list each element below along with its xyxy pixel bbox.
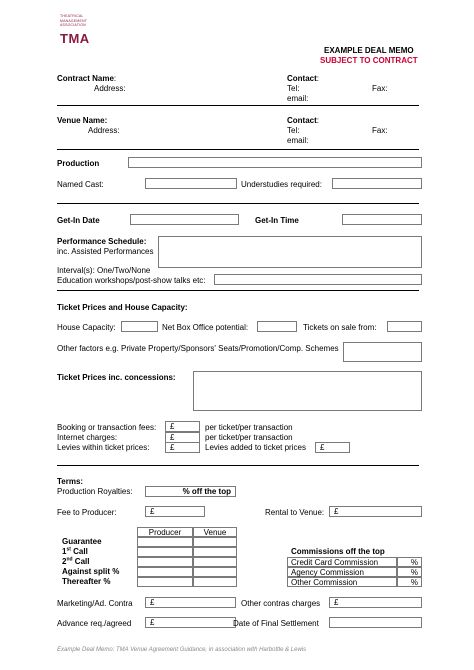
divider [57,290,419,291]
other-factors-field[interactable] [343,342,422,362]
contract-name-label: Contract Name: [57,74,117,83]
marketing-contra-field[interactable]: £ [145,597,236,608]
concessions-label: Ticket Prices inc. concessions: [57,373,176,382]
thereafter-venue-cell[interactable] [193,577,237,587]
marketing-contra-label: Marketing/Ad. Contra [57,599,133,608]
final-settlement-field[interactable] [329,617,422,628]
guarantee-venue-cell[interactable] [193,537,237,547]
call-1-label: 1st Call [62,546,88,556]
per-ticket-label-2: per ticket/per transaction [205,433,293,442]
levies-within-label: Levies within ticket prices: [57,443,150,452]
venue-name-label: Venue Name: [57,116,108,125]
get-in-time-field[interactable] [342,214,422,225]
venue-fax-label: Fax: [372,126,388,135]
levies-within-field[interactable]: £ [165,442,200,453]
producer-column-header: Producer [137,527,193,537]
levies-added-label: Levies added to ticket prices [205,443,306,452]
performance-schedule-field[interactable] [158,236,422,268]
other-commission-value[interactable]: % [397,577,422,587]
thereafter-label: Thereafter % [62,577,111,586]
call-1-venue-cell[interactable] [193,547,237,557]
levies-added-field[interactable]: £ [315,442,350,453]
agency-commission-label: Agency Commission [287,567,397,577]
get-in-date-field[interactable] [130,214,239,225]
memo-subtitle: SUBJECT TO CONTRACT [320,56,418,65]
other-contras-label: Other contras charges [241,599,321,608]
terms-heading: Terms: [57,477,84,486]
internet-charges-field[interactable]: £ [165,432,200,443]
call-2-venue-cell[interactable] [193,557,237,567]
performance-schedule-label: Performance Schedule: [57,237,147,246]
guarantee-producer-cell[interactable] [137,537,193,547]
education-field[interactable] [214,274,422,285]
production-field[interactable] [128,157,422,168]
venue-address-label: Address: [88,126,120,135]
contract-contact-label: Contact: [287,74,320,83]
call-2-label: 2nd Call [62,556,90,566]
against-split-label: Against split % [62,567,120,576]
education-label: Education workshops/post-show talks etc: [57,276,206,285]
royalties-field[interactable]: % off the top [145,486,236,497]
tickets-on-sale-field[interactable] [387,321,422,332]
royalties-label: Production Royalties: [57,487,133,496]
guarantee-label: Guarantee [62,537,102,546]
credit-card-commission-label: Credit Card Commission [287,557,397,567]
fee-producer-field[interactable]: £ [145,506,205,517]
call-2-producer-cell[interactable] [137,557,193,567]
contract-tel-label: Tel: [287,84,300,93]
contract-fax-label: Fax: [372,84,388,93]
venue-email-label: email: [287,136,309,145]
other-factors-label: Other factors e.g. Private Property/Sponsors' Seats/Promotion/Comp. Schemes [57,344,339,353]
named-cast-label: Named Cast: [57,180,104,189]
fee-producer-label: Fee to Producer: [57,508,117,517]
other-contras-field[interactable]: £ [329,597,422,608]
logo-association-text: THEATRICAL MANAGEMENT ASSOCIATION [60,14,88,27]
booking-fees-label: Booking or transaction fees: [57,423,157,432]
understudies-label: Understudies required: [241,180,322,189]
logo-name: TMA [60,30,90,46]
venue-column-header: Venue [193,527,237,537]
divider [57,149,419,150]
credit-card-commission-value[interactable]: % [397,557,422,567]
contract-address-label: Address: [94,84,126,93]
split-venue-cell[interactable] [193,567,237,577]
thereafter-producer-cell[interactable] [137,577,193,587]
divider [57,203,419,204]
venue-tel-label: Tel: [287,126,300,135]
named-cast-field[interactable] [145,178,237,189]
commissions-heading: Commissions off the top [291,547,385,556]
understudies-field[interactable] [332,178,422,189]
concessions-field[interactable] [193,371,422,411]
ticket-prices-heading: Ticket Prices and House Capacity: [57,303,188,312]
venue-contact-label: Contact: [287,116,320,125]
net-box-office-field[interactable] [257,321,297,332]
house-capacity-field[interactable] [121,321,158,332]
house-capacity-label: House Capacity: [57,323,116,332]
memo-title: EXAMPLE DEAL MEMO [324,46,414,55]
advance-field[interactable]: £ [145,617,236,628]
divider [57,465,419,466]
get-in-time-label: Get-In Time [255,216,299,225]
get-in-date-label: Get-In Date [57,216,100,225]
rental-venue-field[interactable]: £ [329,506,422,517]
rental-venue-label: Rental to Venue: [265,508,325,517]
page-footer: Example Deal Memo: TMA Venue Agreement Guidance, in association with Harbottle & Lewis [57,647,307,653]
split-producer-cell[interactable] [137,567,193,577]
production-label: Production [57,159,100,168]
final-settlement-label: Date of Final Settlement [233,619,319,628]
agency-commission-value[interactable]: % [397,567,422,577]
tma-logo [60,14,96,46]
other-commission-label: Other Commission [287,577,397,587]
net-box-office-label: Net Box Office potential: [162,323,249,332]
tickets-on-sale-label: Tickets on sale from: [303,323,377,332]
per-ticket-label-1: per ticket/per transaction [205,423,293,432]
booking-fees-field[interactable]: £ [165,421,200,432]
interval-label: Interval(s): One/Two/None [57,266,151,275]
internet-charges-label: Internet charges: [57,433,118,442]
assisted-performances-label: inc. Assisted Performances [57,247,154,256]
call-1-producer-cell[interactable] [137,547,193,557]
advance-label: Advance req./agreed [57,619,132,628]
divider [57,105,419,106]
contract-email-label: email: [287,94,309,103]
